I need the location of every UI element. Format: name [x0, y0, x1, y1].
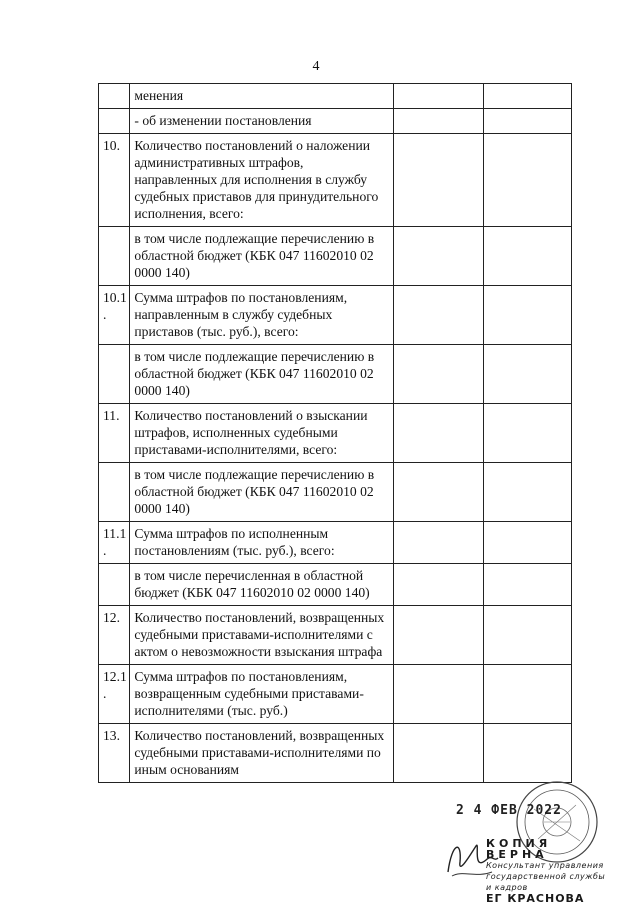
page-number: 4 — [312, 59, 320, 74]
value-cell-1 — [393, 724, 483, 783]
table-row — [99, 665, 572, 724]
value-cell-1 — [393, 227, 483, 286]
table-row — [99, 463, 572, 522]
row-description-cell: Сумма штрафов по постановлениям, возвращенным судебными приставами-исполнителями (тыс. руб.) — [130, 665, 393, 724]
table-row — [99, 134, 572, 227]
table-row — [99, 286, 572, 345]
value-cell-1 — [393, 463, 483, 522]
table-row — [99, 606, 572, 665]
row-description-cell: Сумма штрафов по исполненным постановлениям (тыс. руб.), всего: — [130, 522, 393, 564]
certified-copy-stamp — [486, 838, 606, 904]
row-description-cell: Сумма штрафов по постановлениям, направленным в службу судебных приставов (тыс. руб.), всего: — [130, 286, 393, 345]
value-cell-1 — [393, 404, 483, 463]
table-row — [99, 564, 572, 606]
row-description-cell: в том числе подлежащие перечислению в областной бюджет (КБК 047 11602010 02 0000 140) — [130, 227, 393, 286]
value-cell-1 — [393, 606, 483, 665]
value-cell-2 — [483, 606, 571, 665]
row-number-cell — [99, 227, 130, 286]
table-row — [99, 227, 572, 286]
row-number-cell: 10.1 . — [99, 286, 130, 345]
row-number-cell: 12.1 . — [99, 665, 130, 724]
value-cell-1 — [393, 109, 483, 134]
row-description-cell: Количество постановлений, возвращенных судебными приставами-исполнителями с актом о невозможности взыскания штрафа — [130, 606, 393, 665]
copy-line-3: и кадров — [486, 883, 528, 892]
row-number-cell — [99, 345, 130, 404]
table-row — [99, 724, 572, 783]
row-description-cell: Количество постановлений, возвращенных судебными приставами-исполнителями по иным основаниям — [130, 724, 393, 783]
value-cell-1 — [393, 345, 483, 404]
value-cell-2 — [483, 665, 571, 724]
row-description-cell: Количество постановлений о взыскании штрафов, исполненных судебными приставами-исполнителями, всего: — [130, 404, 393, 463]
row-number-cell: 11. — [99, 404, 130, 463]
table-row — [99, 522, 572, 564]
table-row — [99, 109, 572, 134]
value-cell-1 — [393, 564, 483, 606]
copy-title: КОПИЯ ВЕРНА — [486, 837, 552, 861]
value-cell-2 — [483, 463, 571, 522]
row-number-cell: 12. — [99, 606, 130, 665]
value-cell-2 — [483, 109, 571, 134]
value-cell-2 — [483, 564, 571, 606]
table-row — [99, 345, 572, 404]
copy-line-2: государственной службы — [486, 872, 606, 881]
row-description-cell: в том числе подлежащие перечислению в областной бюджет (КБК 047 11602010 02 0000 140) — [130, 345, 393, 404]
value-cell-2 — [483, 84, 571, 109]
row-number-cell — [99, 109, 130, 134]
value-cell-2 — [483, 724, 571, 783]
row-description-cell: Количество постановлений о наложении административных штрафов, направленных для исполнения в службу судебных приставов для принудительного исполнения, всего: — [130, 134, 393, 227]
value-cell-2 — [483, 286, 571, 345]
value-cell-2 — [483, 404, 571, 463]
copy-signer-name: ЕГ КРАСНОВА — [486, 892, 585, 905]
row-number-cell: 11.1 . — [99, 522, 130, 564]
value-cell-1 — [393, 522, 483, 564]
row-number-cell — [99, 463, 130, 522]
value-cell-2 — [483, 345, 571, 404]
table-row — [99, 84, 572, 109]
row-description-cell: в том числе перечисленная в областной бюджет (КБК 047 11602010 02 0000 140) — [130, 564, 393, 606]
value-cell-2 — [483, 522, 571, 564]
value-cell-1 — [393, 84, 483, 109]
row-number-cell: 10. — [99, 134, 130, 227]
value-cell-1 — [393, 286, 483, 345]
value-cell-2 — [483, 227, 571, 286]
date-stamp: 2 4 ФЕВ 2022 — [456, 803, 562, 818]
row-number-cell — [99, 84, 130, 109]
value-cell-1 — [393, 665, 483, 724]
row-description-cell: менения — [130, 84, 393, 109]
value-cell-2 — [483, 134, 571, 227]
row-number-cell — [99, 564, 130, 606]
row-number-cell: 13. — [99, 724, 130, 783]
table-row — [99, 404, 572, 463]
value-cell-1 — [393, 134, 483, 227]
row-description-cell: в том числе подлежащие перечислению в областной бюджет (КБК 047 11602010 02 0000 140) — [130, 463, 393, 522]
row-description-cell: - об изменении постановления — [130, 109, 393, 134]
report-table — [98, 83, 572, 783]
copy-line-1: Консультант управления — [486, 861, 604, 870]
